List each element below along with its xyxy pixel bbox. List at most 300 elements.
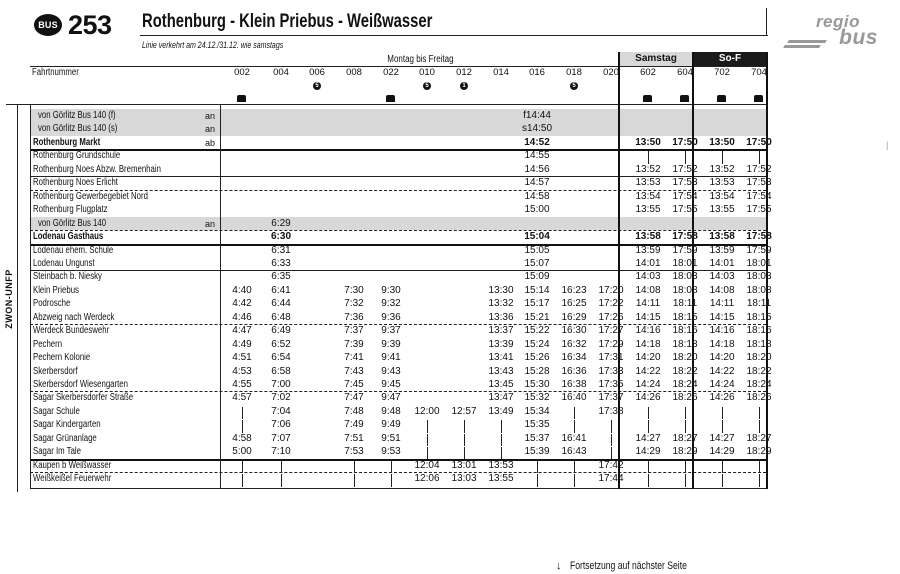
pass-through-line <box>464 420 465 432</box>
trip-number: 006 <box>309 67 325 78</box>
departure-time: 13:37 <box>488 325 514 337</box>
route-note: Linie verkehrt am 24.12./31.12. wie samstags <box>142 40 284 50</box>
departure-time: 17:26 <box>598 311 624 323</box>
pass-through-line <box>685 420 686 432</box>
arr-dep-marker: an <box>204 111 215 121</box>
departure-time: 14:22 <box>635 365 661 377</box>
departure-time: 14:26 <box>709 392 735 404</box>
departure-time: 4:53 <box>232 365 252 377</box>
departure-time: 16:23 <box>561 284 587 296</box>
pass-through-line <box>759 420 760 432</box>
departure-time: 15:05 <box>524 244 550 256</box>
stop-name: Lodenau ehem. Schule <box>33 244 114 256</box>
trip-number: 704 <box>751 67 767 78</box>
departure-time: 15:34 <box>524 405 550 417</box>
departure-time: 16:36 <box>561 365 587 377</box>
departure-time: 9:53 <box>381 446 401 458</box>
departure-time: 17:50 <box>672 136 698 148</box>
row-rule <box>30 459 766 461</box>
departure-time: 7:00 <box>271 379 291 390</box>
pass-through-line <box>501 420 502 432</box>
departure-time: 14:11 <box>635 298 661 310</box>
continuation-text: Fortsetzung auf nächster Seite <box>569 560 687 572</box>
departure-time: 14:08 <box>635 284 661 296</box>
departure-time: 9:51 <box>381 432 401 444</box>
departure-time: 6:31 <box>271 244 291 256</box>
pass-through-line <box>427 420 428 432</box>
departure-time: 18:24 <box>746 379 772 390</box>
stop-name: Rothenburg Grundschule <box>33 150 121 162</box>
sat-sun-divider <box>692 52 694 489</box>
departure-time: 13:01 <box>451 459 477 471</box>
departure-time: 13:36 <box>488 311 514 323</box>
trip-note-circle-icon: 5 <box>423 82 431 90</box>
departure-time: 14:55 <box>524 150 550 162</box>
pass-through-line <box>464 434 465 446</box>
departure-time: 15:22 <box>524 325 550 337</box>
departure-time: 13:32 <box>488 298 514 310</box>
departure-time: 17:53 <box>672 177 698 189</box>
departure-time: 18:03 <box>746 271 772 283</box>
departure-time: 6:52 <box>271 338 291 350</box>
pass-through-line <box>242 474 243 486</box>
departure-time: f14:44 <box>523 110 551 121</box>
stop-name: Rothenburg Noes Erlicht <box>33 177 118 189</box>
arr-dep-marker: ab <box>204 137 215 148</box>
pass-through-line <box>648 151 649 163</box>
feeder-connection: von Görlitz Bus 140 (s) <box>38 123 118 135</box>
departure-time: 13:41 <box>488 352 514 364</box>
pass-through-line <box>574 420 575 432</box>
departure-time: 17:59 <box>672 244 698 256</box>
title-rule-end <box>766 8 767 36</box>
side-label: ZWON-UNFP <box>3 269 14 329</box>
departure-time: 13:58 <box>709 231 735 243</box>
departure-time: 17:20 <box>598 284 624 296</box>
departure-time: 7:53 <box>344 446 364 458</box>
departure-time: 18:16 <box>672 325 698 337</box>
pass-through-line <box>685 407 686 419</box>
departure-time: 9:30 <box>381 284 401 296</box>
train-connection-icon <box>386 95 395 102</box>
pass-through-line <box>281 474 282 486</box>
arr-dep-marker: an <box>204 218 215 229</box>
departure-time: 4:40 <box>232 284 252 296</box>
trip-note-circle-icon: 5 <box>313 82 321 90</box>
departure-time: 14:18 <box>709 338 735 350</box>
departure-time: 16:34 <box>561 352 587 364</box>
departure-time: 18:08 <box>672 284 698 296</box>
departure-time: 14:58 <box>524 190 550 202</box>
feeder-row-bg <box>30 109 766 122</box>
departure-time: 18:16 <box>746 325 772 337</box>
table-top-rule <box>6 104 766 105</box>
departure-time: 9:39 <box>381 338 401 350</box>
departure-time: 6:41 <box>271 284 291 296</box>
departure-time: 13:55 <box>488 473 514 485</box>
stop-name: Kaupen b Weißwasser <box>33 459 112 471</box>
stop-name: Lodenau Gasthaus <box>33 231 104 243</box>
stop-name: Sagar Skerbersdorfer Straße <box>33 392 134 404</box>
departure-time: 9:48 <box>381 405 401 417</box>
departure-time: 6:44 <box>271 298 291 310</box>
departure-time: 13:54 <box>635 190 661 202</box>
trip-number: 020 <box>603 67 619 78</box>
pass-through-line <box>427 434 428 446</box>
departure-time: 4:55 <box>232 379 252 390</box>
departure-time: 18:26 <box>746 392 772 404</box>
departure-time: 15:04 <box>524 231 550 243</box>
departure-time: 14:16 <box>635 325 661 337</box>
departure-time: 18:20 <box>672 352 698 364</box>
stop-name: Rothenburg Gewerbegebiet Nord <box>33 190 148 202</box>
pass-through-line <box>648 420 649 432</box>
departure-time: s14:50 <box>521 123 553 135</box>
departure-time: 13:52 <box>709 163 735 175</box>
departure-time: 16:41 <box>561 432 587 444</box>
train-connection-icon <box>643 95 652 102</box>
pass-through-line <box>722 474 723 486</box>
trip-note-circle-icon: 5 <box>570 82 578 90</box>
stop-name: Abzweig nach Werdeck <box>33 311 115 323</box>
departure-time: 15:14 <box>524 284 550 296</box>
departure-time: 6:35 <box>271 271 291 283</box>
departure-time: 17:54 <box>746 190 772 202</box>
departure-time: 17:22 <box>598 298 624 310</box>
feeder-connection: von Görlitz Bus 140 <box>38 217 107 229</box>
departure-time: 18:20 <box>746 352 772 364</box>
departure-time: 16:30 <box>561 325 587 337</box>
departure-time: 9:43 <box>381 365 401 377</box>
stop-name: Skerbersdorf <box>33 365 78 377</box>
departure-time: 6:30 <box>270 231 291 243</box>
pass-through-line <box>648 474 649 486</box>
departure-time: 15:09 <box>524 271 550 283</box>
trip-number: 016 <box>529 67 545 78</box>
departure-time: 7:02 <box>271 392 291 404</box>
departure-time: 7:39 <box>344 338 364 350</box>
departure-time: 7:32 <box>344 298 364 310</box>
continuation-note <box>556 560 719 572</box>
departure-time: 15:37 <box>524 432 550 444</box>
trip-number: 604 <box>677 67 693 78</box>
departure-time: 17:29 <box>598 338 624 350</box>
departure-time: 14:29 <box>635 446 661 458</box>
train-connection-icon <box>754 95 763 102</box>
departure-time: 6:33 <box>271 257 291 269</box>
departure-time: 4:51 <box>232 352 252 364</box>
saturday-header: Samstag <box>635 53 677 64</box>
departure-time: 4:57 <box>232 392 252 404</box>
pass-through-line <box>759 474 760 486</box>
departure-time: 14:24 <box>709 379 735 390</box>
pass-through-line <box>759 407 760 419</box>
departure-time: 6:49 <box>271 325 291 337</box>
departure-time: 18:27 <box>672 432 698 444</box>
departure-time: 13:43 <box>488 365 514 377</box>
times-start-rule <box>220 104 221 489</box>
sunday-header: So-F <box>718 53 742 64</box>
trip-note-circle-icon: 1 <box>460 82 468 90</box>
departure-time: 15:07 <box>524 257 550 269</box>
departure-time: 18:01 <box>746 257 772 269</box>
pass-through-line <box>722 420 723 432</box>
departure-time: 15:39 <box>524 446 550 458</box>
trip-number: 018 <box>566 67 582 78</box>
stop-name: Rothenburg Flugplatz <box>33 204 108 216</box>
stop-name: Lodenau Ungunst <box>33 257 95 269</box>
departure-time: 18:18 <box>746 338 772 350</box>
departure-time: 14:08 <box>709 284 735 296</box>
departure-time: 14:01 <box>635 257 661 269</box>
departure-time: 9:41 <box>381 352 401 364</box>
departure-time: 17:59 <box>746 244 772 256</box>
departure-time: 18:24 <box>672 379 698 390</box>
table-bottom-rule <box>30 488 766 489</box>
departure-time: 7:06 <box>271 419 291 431</box>
departure-time: 16:32 <box>561 338 587 350</box>
departure-time: 13:55 <box>709 204 735 216</box>
departure-time: 17:44 <box>598 473 624 485</box>
departure-time: 17:27 <box>598 325 624 337</box>
departure-time: 12:57 <box>451 405 477 417</box>
stop-name: Werdeck Bundeswehr <box>33 325 110 337</box>
departure-time: 13:53 <box>488 459 514 471</box>
departure-time: 12:00 <box>414 405 440 417</box>
departure-time: 14:27 <box>709 432 735 444</box>
weekday-header: Montag bis Freitag <box>386 54 454 65</box>
departure-time: 4:49 <box>232 338 252 350</box>
stop-column-rule <box>30 104 31 489</box>
departure-time: 18:22 <box>672 365 698 377</box>
stop-name: Weißkeißel Feuerwehr <box>33 473 112 485</box>
pass-through-line <box>537 474 538 486</box>
departure-time: 18:15 <box>672 311 698 323</box>
departure-time: 6:54 <box>271 352 291 364</box>
departure-time: 13:58 <box>635 231 661 243</box>
edge-mark: | <box>886 140 889 150</box>
departure-time: 13:49 <box>488 405 514 417</box>
departure-time: 15:35 <box>524 419 550 431</box>
pass-through-line <box>685 151 686 163</box>
departure-time: 17:52 <box>672 163 698 175</box>
departure-time: 17:37 <box>598 392 624 404</box>
departure-time: 14:24 <box>635 379 661 390</box>
departure-time: 14:03 <box>635 271 661 283</box>
departure-time: 7:07 <box>271 432 291 444</box>
departure-time: 6:58 <box>271 365 291 377</box>
departure-time: 16:25 <box>561 298 587 310</box>
pass-through-line <box>574 474 575 486</box>
departure-time: 17:52 <box>746 163 772 175</box>
trip-number: 012 <box>456 67 472 78</box>
arrow-down-icon: ↓ <box>556 560 562 572</box>
stop-name: Sagar Kindergarten <box>33 419 101 431</box>
departure-time: 4:42 <box>232 298 252 310</box>
departure-time: 13:53 <box>709 177 735 189</box>
bus-badge: BUS <box>34 14 62 36</box>
departure-time: 18:22 <box>746 365 772 377</box>
departure-time: 14:16 <box>709 325 735 337</box>
train-connection-icon <box>717 95 726 102</box>
departure-time: 9:47 <box>381 392 401 404</box>
departure-time: 18:27 <box>746 432 772 444</box>
trip-number: 014 <box>493 67 509 78</box>
departure-time: 18:03 <box>672 271 698 283</box>
departure-time: 17:54 <box>672 190 698 202</box>
departure-time: 14:15 <box>635 311 661 323</box>
departure-time: 13:03 <box>451 473 477 485</box>
departure-time: 7:30 <box>344 284 364 296</box>
stop-name: Steinbach b. Niesky <box>33 271 102 283</box>
departure-time: 6:48 <box>271 311 291 323</box>
departure-time: 4:47 <box>232 325 252 337</box>
departure-time: 9:45 <box>381 379 401 390</box>
departure-time: 13:47 <box>488 392 514 404</box>
departure-time: 17:38 <box>598 405 624 417</box>
departure-time: 14:20 <box>709 352 735 364</box>
fahrtnummer-label: Fahrtnummer <box>32 67 79 78</box>
stop-name: Rothenburg Markt <box>33 136 101 148</box>
departure-time: 14:11 <box>709 298 735 310</box>
departure-time: 12:04 <box>414 459 440 471</box>
departure-time: 14:22 <box>709 365 735 377</box>
departure-time: 17:42 <box>598 459 624 471</box>
departure-time: 17:50 <box>746 136 772 148</box>
departure-time: 18:18 <box>672 338 698 350</box>
route-title: Rothenburg - Klein Priebus - Weißwasser <box>142 11 433 32</box>
departure-time: 12:06 <box>414 473 440 485</box>
departure-time: 16:38 <box>561 379 587 390</box>
pass-through-line <box>501 434 502 446</box>
departure-time: 14:18 <box>635 338 661 350</box>
departure-time: 16:43 <box>561 446 587 458</box>
pass-through-line <box>611 420 612 432</box>
departure-time: 13:30 <box>488 284 514 296</box>
pass-through-line <box>685 474 686 486</box>
feeder-row-bg <box>30 122 766 135</box>
departure-time: 16:29 <box>561 311 587 323</box>
arr-dep-marker: an <box>204 124 215 135</box>
departure-time: 17:53 <box>746 177 772 189</box>
departure-time: 17:58 <box>746 231 772 243</box>
departure-time: 14:56 <box>524 163 550 175</box>
departure-time: 7:43 <box>344 365 364 377</box>
departure-time: 13:39 <box>488 338 514 350</box>
departure-time: 9:49 <box>381 419 401 431</box>
stop-name: Pechern <box>33 338 63 350</box>
departure-time: 13:54 <box>709 190 735 202</box>
departure-time: 9:32 <box>381 298 401 310</box>
departure-time: 14:01 <box>709 257 735 269</box>
stop-name: Podrosche <box>33 298 71 310</box>
pass-through-line <box>391 474 392 486</box>
departure-time: 15:24 <box>524 338 550 350</box>
departure-time: 18:11 <box>672 298 698 310</box>
departure-time: 15:28 <box>524 365 550 377</box>
pass-through-line <box>354 474 355 486</box>
departure-time: 13:50 <box>635 136 661 148</box>
trip-number: 002 <box>234 67 250 78</box>
row-rule <box>30 472 766 473</box>
regiobus-logo: regio bus <box>782 12 878 48</box>
pass-through-line <box>759 151 760 163</box>
departure-time: 7:45 <box>344 379 364 390</box>
departure-time: 18:29 <box>746 446 772 458</box>
departure-time: 18:15 <box>746 311 772 323</box>
departure-time: 14:52 <box>524 136 550 148</box>
table-right-rule <box>766 52 768 489</box>
line-number: 253 <box>68 10 112 40</box>
pass-through-line <box>611 434 612 446</box>
departure-time: 7:51 <box>344 432 364 444</box>
departure-time: 18:01 <box>672 257 698 269</box>
departure-time: 15:17 <box>524 298 550 310</box>
side-rule <box>17 104 18 492</box>
feeder-connection: von Görlitz Bus 140 (f) <box>38 110 116 121</box>
departure-time: 9:36 <box>381 311 401 323</box>
departure-time: 7:10 <box>271 446 291 458</box>
stop-name: Skerbersdorf Wiesengarten <box>33 379 128 390</box>
departure-time: 15:30 <box>524 379 550 390</box>
departure-time: 7:48 <box>344 405 364 417</box>
departure-time: 13:45 <box>488 379 514 390</box>
departure-time: 9:37 <box>381 325 401 337</box>
departure-time: 13:53 <box>635 177 661 189</box>
pass-through-line <box>648 407 649 419</box>
departure-time: 13:50 <box>709 136 735 148</box>
departure-time: 6:29 <box>271 217 291 229</box>
departure-time: 17:33 <box>598 365 624 377</box>
weekday-sat-divider <box>618 52 620 489</box>
departure-time: 7:41 <box>344 352 364 364</box>
departure-time: 4:58 <box>232 432 252 444</box>
departure-time: 14:26 <box>635 392 661 404</box>
trip-number: 022 <box>383 67 399 78</box>
train-connection-icon <box>680 95 689 102</box>
departure-time: 18:26 <box>672 392 698 404</box>
departure-time: 15:26 <box>524 352 550 364</box>
departure-time: 7:36 <box>344 311 364 323</box>
stop-name: Klein Priebus <box>33 284 79 296</box>
trip-number: 010 <box>419 67 435 78</box>
departure-time: 17:31 <box>598 352 624 364</box>
departure-time: 15:32 <box>524 392 550 404</box>
departure-time: 17:55 <box>672 204 698 216</box>
pass-through-line <box>722 407 723 419</box>
departure-time: 15:21 <box>524 311 550 323</box>
train-connection-icon <box>237 95 246 102</box>
pass-through-line <box>242 407 243 419</box>
departure-time: 13:59 <box>635 244 661 256</box>
stop-name: Rothenburg Noes Abzw. Bremenhain <box>33 163 161 175</box>
departure-time: 7:04 <box>271 405 291 417</box>
departure-time: 17:55 <box>746 204 772 216</box>
departure-time: 14:20 <box>635 352 661 364</box>
departure-time: 7:47 <box>344 392 364 404</box>
departure-time: 17:58 <box>672 231 698 243</box>
departure-time: 18:11 <box>746 298 772 310</box>
title-underline <box>140 35 768 36</box>
departure-time: 17:35 <box>598 379 624 390</box>
pass-through-line <box>722 151 723 163</box>
departure-time: 14:29 <box>709 446 735 458</box>
departure-time: 13:59 <box>709 244 735 256</box>
departure-time: 18:29 <box>672 446 698 458</box>
stop-name: Sagar Grünanlage <box>33 432 97 444</box>
pass-through-line <box>242 420 243 432</box>
departure-time: 7:37 <box>344 325 364 337</box>
